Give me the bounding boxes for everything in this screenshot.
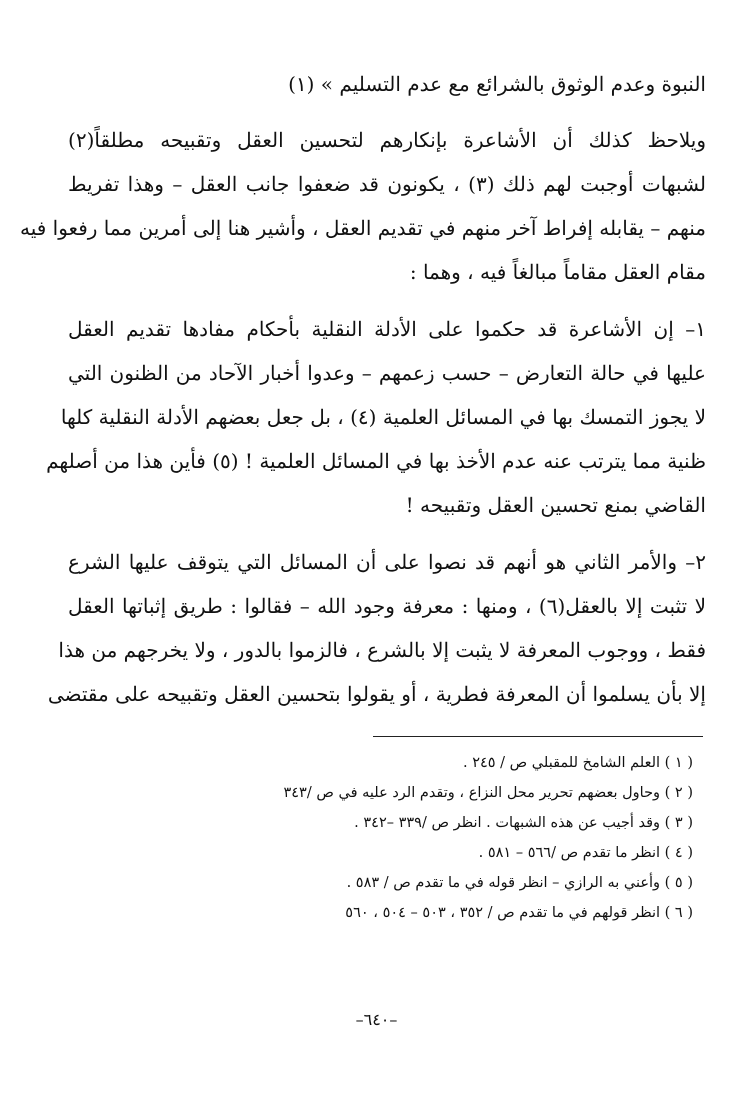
continuation-paragraph [68,62,706,106]
text-line: فقط ، ووجوب المعرفة لا يثبت إلا بالشرع ، فالزموا بالدور ، ولا يخرجهم من هذا [58,638,706,662]
footnote-4: ( ٤ ) انظر ما تقدم ص /٥٦٦ – ٥٨١ . [478,845,693,861]
text-line: ٢– والأمر الثاني هو أنهم قد نصوا على أن المسائل التي يتوقف عليها الشرع [68,550,706,574]
footnote-divider [373,736,703,737]
footnote-3: ( ٣ ) وقد أجيب عن هذه الشبهات . انظر ص /٣٣٩ –٣٤٢ . [354,815,693,831]
footnote-2: ( ٢ ) وحاول بعضهم تحرير محل النزاع ، وتقدم الرد عليه في ص /٣٤٣ [283,785,693,801]
page-number: –٦٤٠– [355,1010,398,1029]
text-line: ١– إن الأشاعرة قد حكموا على الأدلة النقلية بأحكام مفادها تقديم العقل [68,317,706,341]
text-line: النبوة وعدم الوثوق بالشرائع مع عدم التسليم » (١) [288,72,706,96]
footnote-1: ( ١ ) العلم الشامخ للمقبلي ص / ٢٤٥ . [462,755,693,771]
text-line: لشبهات أوجبت لهم ذلك (٣) ، يكونون قد ضعفوا جانب العقل – وهذا تفريط [68,172,706,196]
text-line: لا يجوز التمسك بها في المسائل العلمية (٤) ، بل جعل بعضهم الأدلة النقلية كلها [60,405,706,429]
text-line: مقام العقل مقاماً مبالغاً فيه ، وهما : [409,260,706,284]
paragraph-point-one [46,307,706,527]
text-line: منهم – يقابله إفراط آخر منهم في تقديم العقل ، وأشير هنا إلى أمرين مما رفعوا فيه [19,216,706,240]
text-line: لا تثبت إلا بالعقل(٦) ، ومنها : معرفة وجود الله – فقالوا : طريق إثباتها العقل [68,594,707,618]
text-line: عليها في حالة التعارض – حسب زعمهم – وعدوا أخبار الآحاد من الظنون التي [68,361,706,385]
text-line: ويلاحظ كذلك أن الأشاعرة بإنكارهم لتحسين العقل وتقبيحه مطلقاً(٢) [68,128,706,152]
text-line: ظنية مما يترتب عنه عدم الأخذ بها في المسائل العلمية ! (٥) فأين هذا من أصلهم [46,449,706,473]
text-line: القاضي بمنع تحسين العقل وتقبيحه ! [405,493,706,517]
text-line: إلا بأن يسلموا أن المعرفة فطرية ، أو يقولوا بتحسين العقل وتقبيحه على مقتضى [47,682,706,706]
footnotes [68,748,693,928]
paragraph-point-two [47,540,707,716]
footnote-6: ( ٦ ) انظر قولهم في ما تقدم ص / ٣٥٢ ، ٥٠٣ – ٥٠٤ ، ٥٦٠ [345,905,693,921]
paragraph-intro [19,118,706,294]
footnote-5: ( ٥ ) وأعني به الرازي – انظر قوله في ما تقدم ص / ٥٨٣ . [346,875,693,891]
